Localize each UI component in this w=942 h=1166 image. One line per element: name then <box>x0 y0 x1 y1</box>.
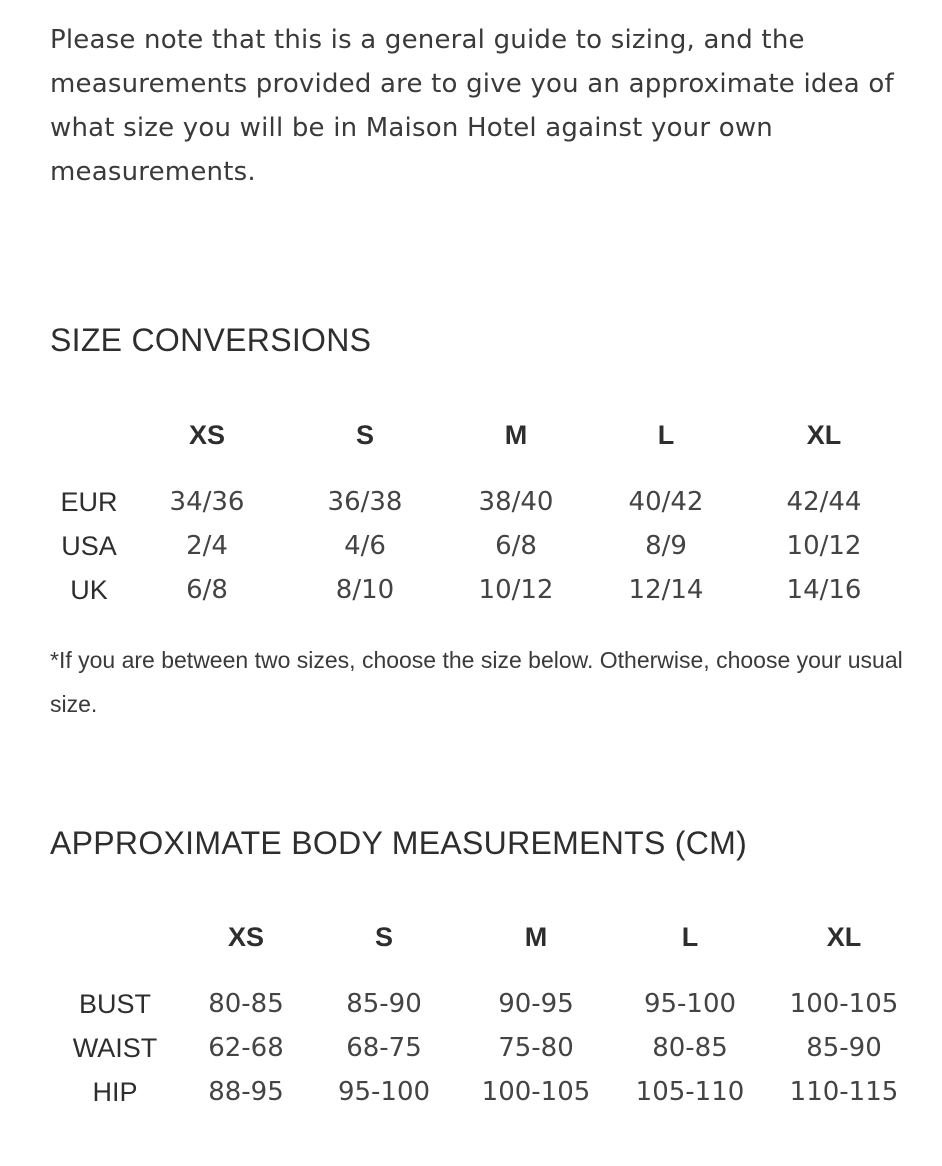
size-advice-note: *If you are between two sizes, choose the size below. Otherwise, choose your usual size. <box>50 647 903 717</box>
table-cell: 110-115 <box>789 1077 899 1107</box>
table-row <box>60 982 934 1026</box>
header-size-m: M <box>524 922 548 952</box>
table-cell: 6/8 <box>495 531 537 561</box>
table-row <box>50 568 904 612</box>
header-size-xs: XS <box>188 420 226 450</box>
table-cell: 95-100 <box>337 1077 431 1107</box>
table-cell: 100-105 <box>789 989 899 1019</box>
body-measurements-table <box>60 922 934 1114</box>
size-header-row <box>60 922 934 982</box>
table-cell: 6/8 <box>186 575 228 605</box>
table-cell: 85-90 <box>346 989 422 1019</box>
table-cell: 75-80 <box>498 1033 574 1063</box>
header-size-l: L <box>657 420 675 450</box>
table-cell: 36/38 <box>327 487 403 517</box>
table-cell: 12/14 <box>628 575 704 605</box>
table-cell: 10/12 <box>786 531 862 561</box>
table-cell: 105-110 <box>635 1077 745 1107</box>
row-label-bust: BUST <box>78 989 151 1019</box>
table-cell: 80-85 <box>208 989 284 1019</box>
header-size-s: S <box>374 922 393 952</box>
table-row <box>50 480 904 524</box>
header-size-m: M <box>504 420 528 450</box>
header-size-s: S <box>355 420 374 450</box>
table-cell: 85-90 <box>806 1033 882 1063</box>
row-label-hip: HIP <box>92 1077 138 1107</box>
table-cell: 40/42 <box>628 487 704 517</box>
table-cell: 42/44 <box>786 487 862 517</box>
table-row <box>60 1070 934 1114</box>
table-cell: 90-95 <box>498 989 574 1019</box>
table-cell: 4/6 <box>344 531 386 561</box>
table-cell: 2/4 <box>186 531 228 561</box>
size-conversions-table <box>50 420 904 612</box>
table-cell: 14/16 <box>786 575 862 605</box>
table-cell: 10/12 <box>478 575 554 605</box>
table-cell: 88-95 <box>208 1077 284 1107</box>
table-cell: 8/10 <box>335 575 395 605</box>
size-conversions-heading: SIZE CONVERSIONS <box>50 322 372 358</box>
body-measurements-heading: APPROXIMATE BODY MEASUREMENTS (CM) <box>50 825 748 861</box>
table-cell: 100-105 <box>481 1077 591 1107</box>
table-cell: 62-68 <box>208 1033 284 1063</box>
header-size-xl: XL <box>826 922 862 952</box>
header-size-xs: XS <box>227 922 265 952</box>
intro-paragraph: Please note that this is a general guide to sizing, and the measurements provided are to give you an approximate idea of what size you will be in Maison Hotel against your own measurements. <box>50 25 894 187</box>
table-cell: 8/9 <box>645 531 687 561</box>
table-row <box>60 1026 934 1070</box>
table-row <box>50 524 904 568</box>
size-header-row <box>50 420 904 480</box>
header-size-xl: XL <box>806 420 842 450</box>
row-label-waist: WAIST <box>72 1033 158 1063</box>
header-empty-cell <box>60 922 170 982</box>
table-cell: 95-100 <box>643 989 737 1019</box>
table-cell: 34/36 <box>169 487 245 517</box>
row-label-usa: USA <box>61 531 117 561</box>
row-label-eur: EUR <box>60 487 118 517</box>
row-label-uk: UK <box>70 575 108 605</box>
header-size-l: L <box>681 922 699 952</box>
header-empty-cell <box>50 420 128 480</box>
table-cell: 80-85 <box>652 1033 728 1063</box>
table-cell: 68-75 <box>346 1033 422 1063</box>
table-cell: 38/40 <box>478 487 554 517</box>
